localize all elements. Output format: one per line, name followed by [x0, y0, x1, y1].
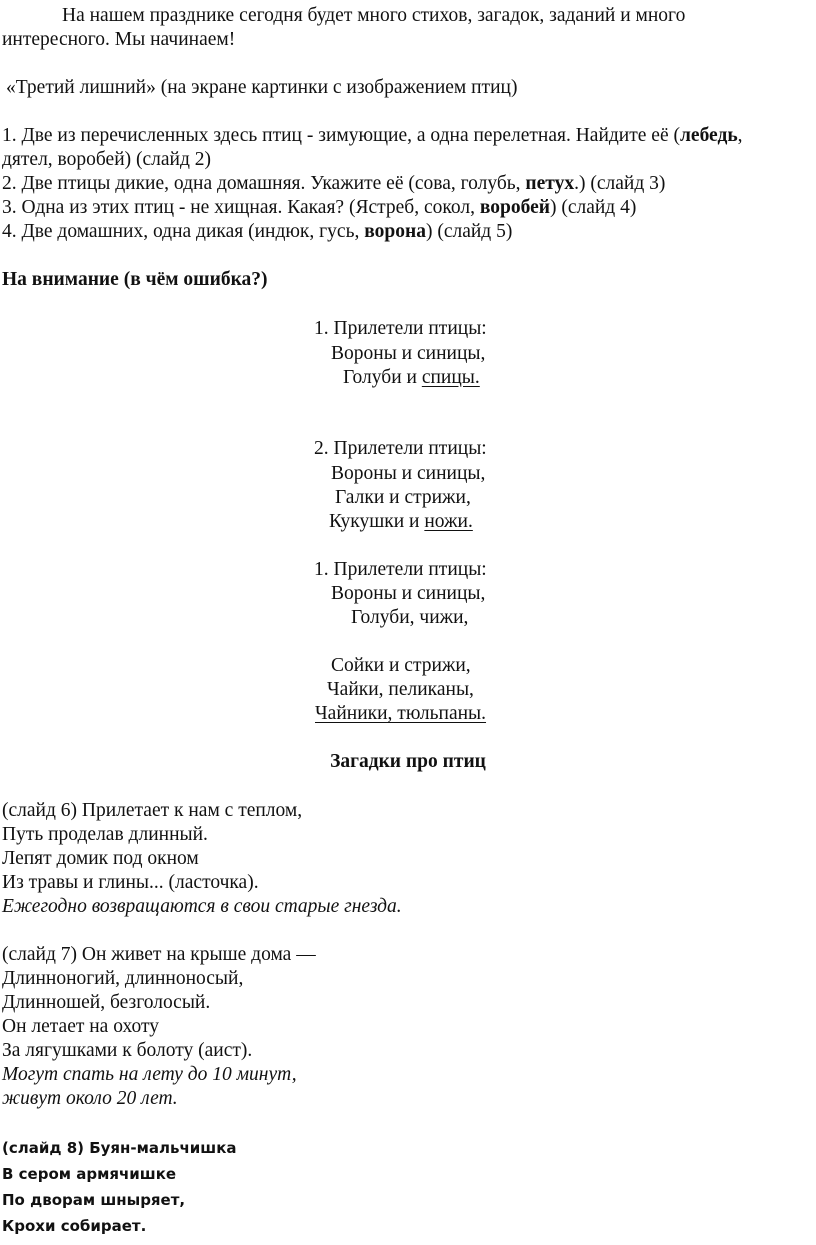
question-1-continued: дятел, воробей) (слайд 2) [2, 149, 212, 170]
riddle3-line-1: (слайд 8) Буян-мальчишка [2, 1139, 237, 1157]
riddle2-line-1: (слайд 7) Он живет на крыше дома — [2, 944, 316, 965]
riddle2-line-4: Он летает на охоту [2, 1016, 159, 1037]
poem1-line-3: Голуби и спицы. [343, 367, 480, 388]
poem3-line-5: Чайки, пеликаны, [327, 679, 474, 700]
question-2: 2. Две птицы дикие, одна домашняя. Укажите её (сова, голубь, петух.) (слайд 3) [2, 173, 666, 194]
intro-line-2: интересного. Мы начинаем! [2, 29, 236, 50]
attention-heading: На внимание (в чём ошибка?) [2, 269, 268, 290]
riddle1-note: Ежегодно возвращаются в свои старые гнезда. [2, 896, 402, 917]
riddle1-line-4: Из травы и глины... (ласточка). [2, 872, 259, 893]
riddle2-note-2: живут около 20 лет. [2, 1088, 178, 1109]
question-4: 4. Две домашних, одна дикая (индюк, гусь, ворона) (слайд 5) [2, 221, 513, 242]
riddle1-line-2: Путь проделав длинный. [2, 824, 208, 845]
poem1-line-1: 1. Прилетели птицы: [314, 318, 487, 339]
riddle1-line-1: (слайд 6) Прилетает к нам с теплом, [2, 800, 303, 821]
riddle1-line-3: Лепят домик под окном [2, 848, 199, 869]
poem3-line-6: Чайники, тюльпаны. [315, 703, 487, 724]
riddle3-line-2: В сером армячишке [2, 1165, 177, 1183]
intro-line-1: На нашем празднике сегодня будет много стихов, загадок, заданий и много [62, 5, 686, 26]
poem3-line-4: Сойки и стрижи, [331, 655, 471, 676]
riddle2-note-1: Могут спать на лету до 10 минут, [2, 1064, 297, 1085]
poem2-line-4: Кукушки и ножи. [329, 511, 473, 532]
riddle3-line-4: Крохи собирает. [2, 1217, 147, 1235]
riddle2-line-5: За лягушками к болоту (аист). [2, 1040, 253, 1061]
riddle3-line-3: По дворам шныряет, [2, 1191, 186, 1209]
riddle2-line-3: Длинношей, безголосый. [2, 992, 211, 1013]
question-3: 3. Одна из этих птиц - не хищная. Какая? (Ястреб, сокол, воробей) (слайд 4) [2, 197, 637, 218]
poem1-line-2: Вороны и синицы, [331, 343, 486, 364]
riddles-heading: Загадки про птиц [330, 751, 486, 772]
riddle2-line-2: Длинноногий, длинноносый, [2, 968, 244, 989]
poem2-line-3: Галки и стрижи, [335, 487, 471, 508]
question-1: 1. Две из перечисленных здесь птиц - зимующие, а одна перелетная. Найдите её (лебедь, [2, 125, 743, 146]
poem3-line-2: Вороны и синицы, [331, 583, 486, 604]
poem3-line-3: Голуби, чижи, [351, 607, 469, 628]
poem2-line-1: 2. Прилетели птицы: [314, 438, 487, 459]
poem2-line-2: Вороны и синицы, [331, 463, 486, 484]
third-extra-heading: «Третий лишний» (на экране картинки с изображением птиц) [6, 77, 518, 98]
poem3-line-1: 1. Прилетели птицы: [314, 559, 487, 580]
